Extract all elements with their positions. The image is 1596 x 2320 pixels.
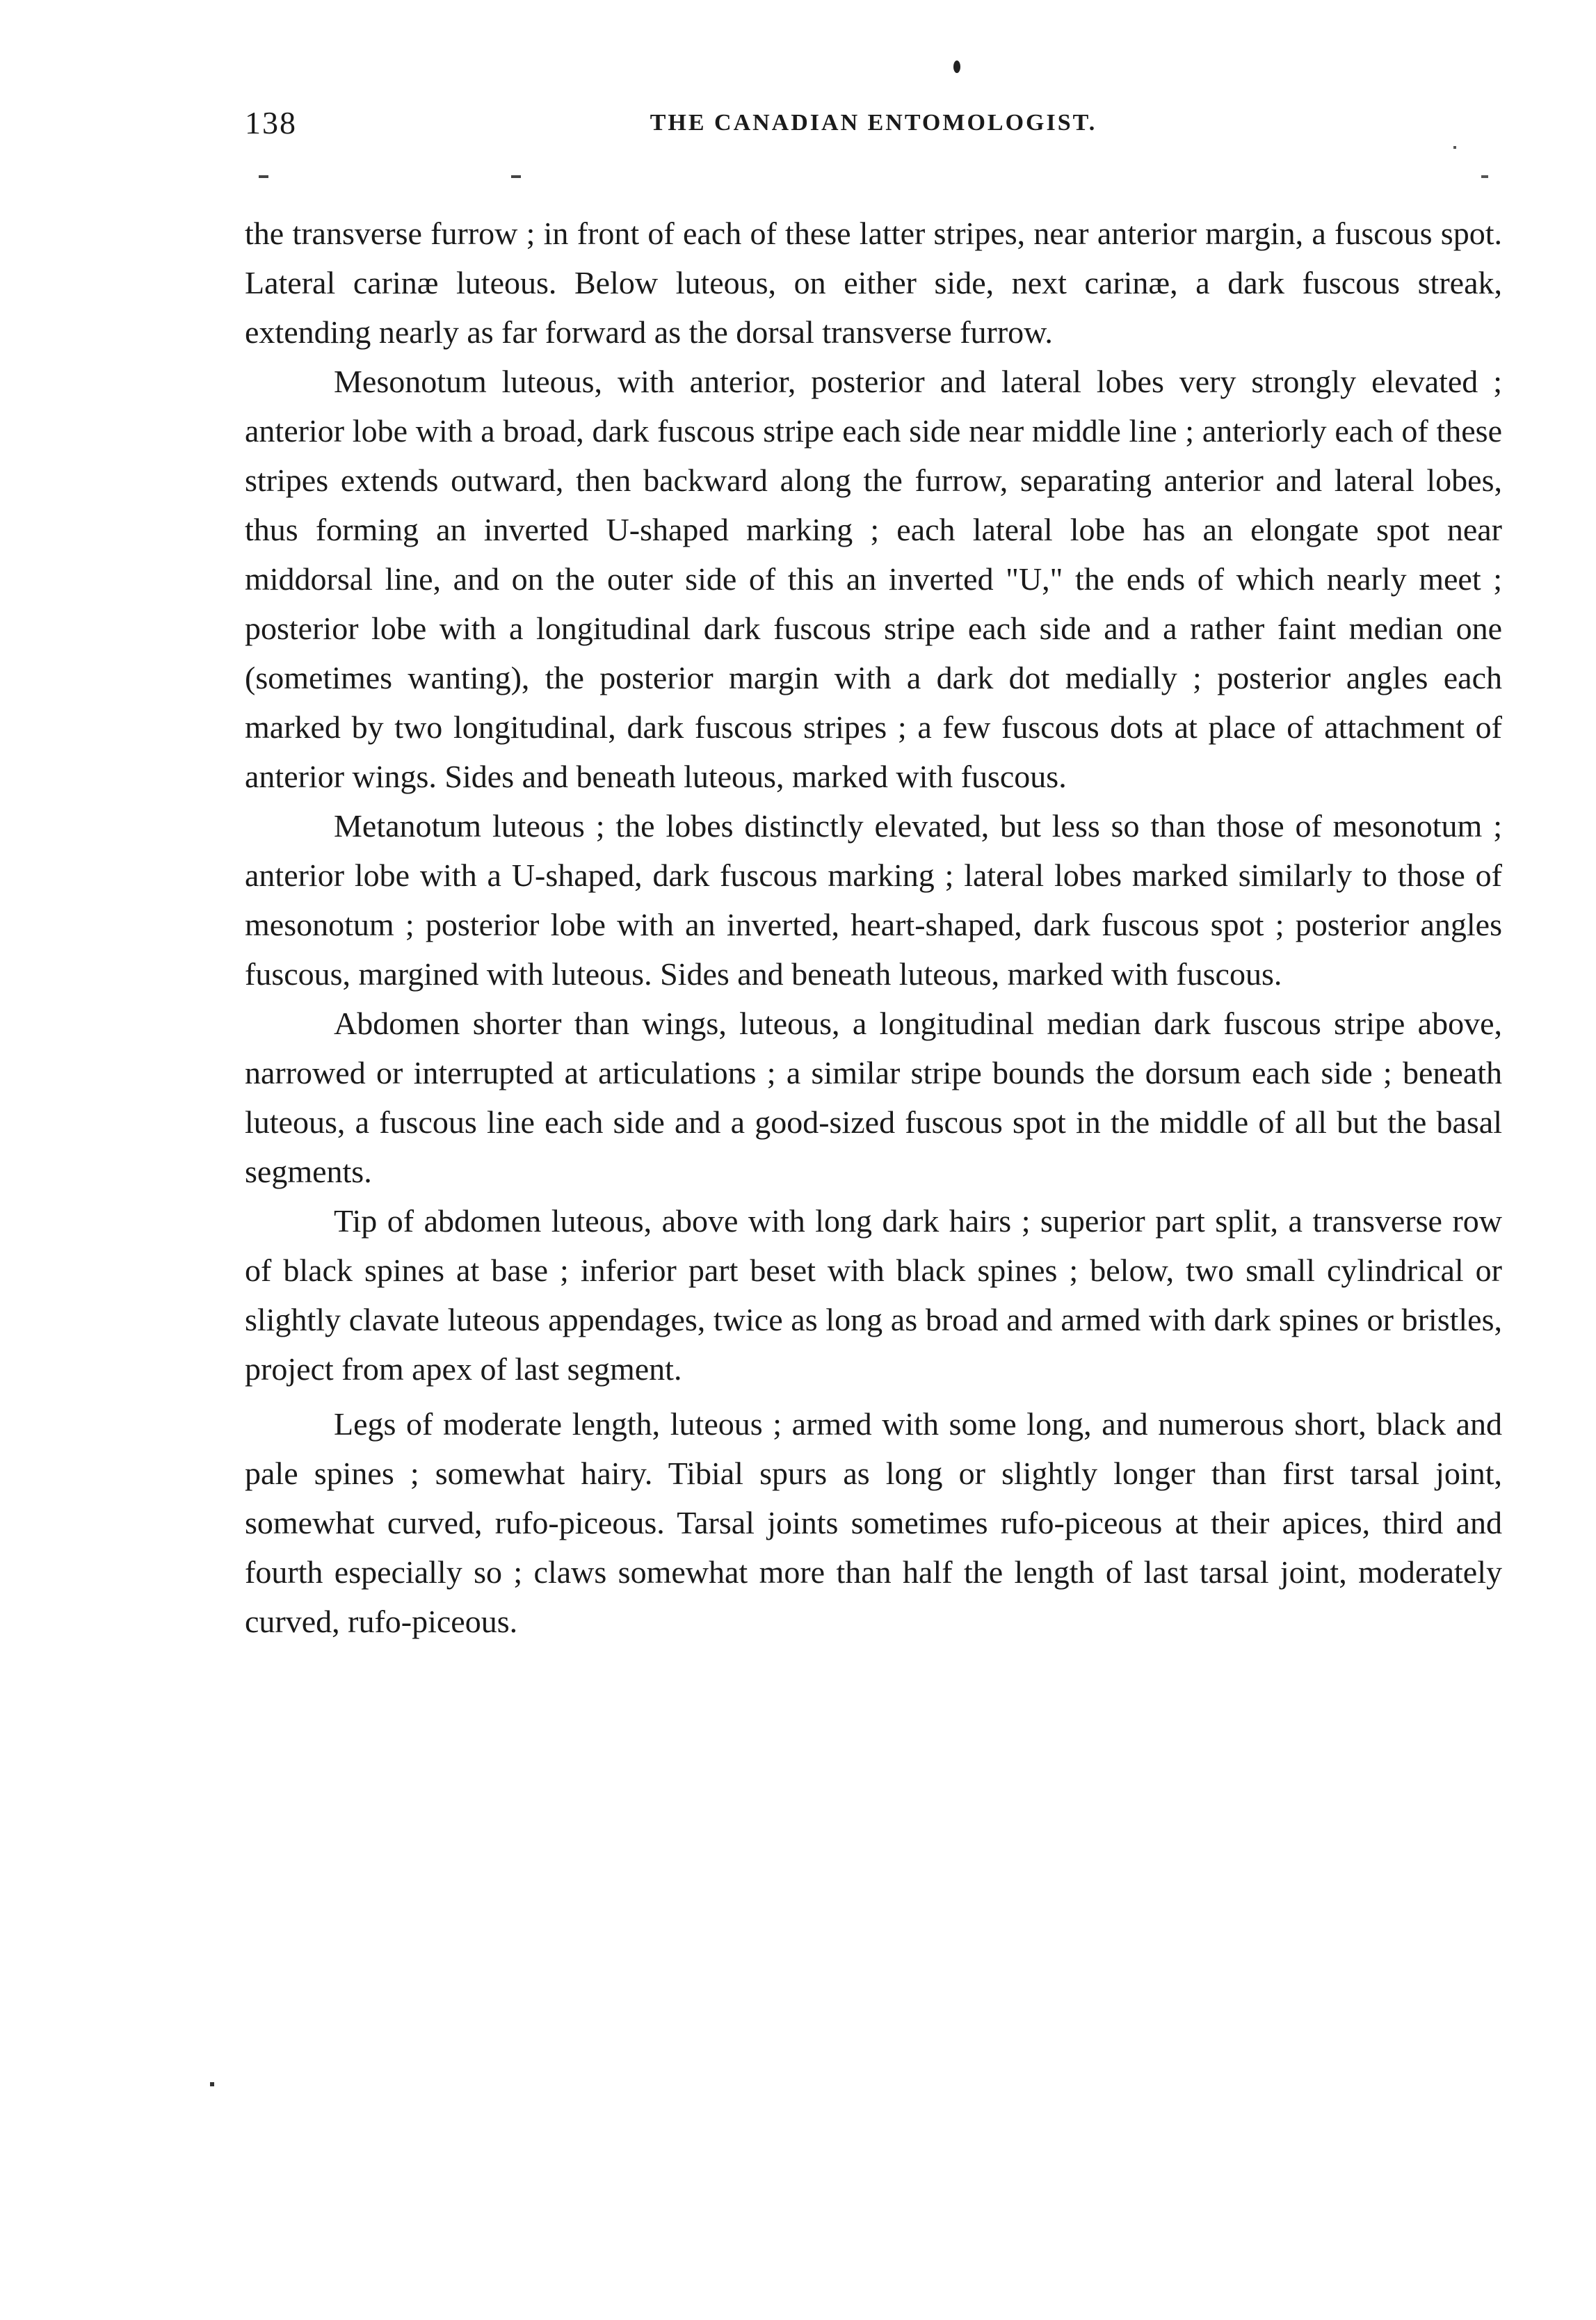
running-head	[245, 97, 1502, 146]
ink-speck-right	[1481, 175, 1488, 178]
paragraph-mesonotum: Mesonotum luteous, with anterior, posterior and lateral lobes very strongly elevated ; anterior lobe with a broad, dark fuscous stripe each side near middle line ; anteriorly each of these stripes extends outward, then backward along the furrow, separating anterior and lateral lobes, thus forming an inverted U-shaped marking ; each lateral lobe has an elongate spot near middorsal line, and on the outer side of this an inverted "U," the ends of which nearly meet ; posterior lobe with a longitudinal dark fuscous stripe each side and a rather faint median one (sometimes wanting), the posterior margin with a dark dot medially ; posterior angles each marked by two longitudinal, dark fuscous stripes ; a few fuscous dots at place of attachment of anterior wings. Sides and beneath luteous, marked with fuscous.	[245, 364, 1502, 794]
journal-title: THE CANADIAN ENTOMOLOGIST.	[650, 110, 1097, 136]
ink-speck-left-1	[259, 175, 268, 178]
ink-speck-mid	[1453, 146, 1456, 149]
ink-speck-margin	[210, 2082, 214, 2086]
ink-speck-top	[953, 61, 960, 73]
paragraph-legs: Legs of moderate length, luteous ; armed with some long, and numerous short, black and pale spines ; somewhat hairy. Tibial spurs as long or slightly longer than first tarsal joint, somewhat curved, rufo-piceous. Tarsal joints sometimes rufo-piceous at their apices, third and fourth especially so ; claws somewhat more than half the length of last tarsal joint, moderately curved, rufo-piceous.	[245, 1406, 1502, 1639]
paragraph-metanotum: Metanotum luteous ; the lobes distinctly elevated, but less so than those of mesonotum ; anterior lobe with a U-shaped, dark fuscous marking ; lateral lobes marked similarly to those of mesonotum ; posterior lobe with an inverted, heart-shaped, dark fuscous spot ; posterior angles fuscous, margined with luteous. Sides and beneath luteous, marked with fuscous.	[245, 808, 1502, 992]
ink-speck-left-2	[511, 175, 521, 178]
paragraph-abdomen: Abdomen shorter than wings, luteous, a longitudinal median dark fuscous stripe above, narrowed or interrupted at articulations ; a similar stripe bounds the dorsum each side ; beneath luteous, a fuscous line each side and a good-sized fuscous spot in the middle of all but the basal segments.	[245, 1006, 1502, 1189]
paragraph-thorax-continued: the transverse furrow ; in front of each of these latter stripes, near anterior margin, a fuscous spot. Lateral carinæ luteous. Below luteous, on either side, next carinæ, a dark fuscous streak, extending nearly as far forward as the dorsal transverse furrow.	[245, 216, 1502, 350]
page-number: 138	[245, 105, 297, 140]
body-text	[245, 209, 1502, 1646]
paragraph-abdomen-tip: Tip of abdomen luteous, above with long dark hairs ; superior part split, a transverse row of black spines at base ; inferior part beset with black spines ; below, two small cylindrical or slightly clavate luteous appendages, twice as long as broad and armed with dark spines or bristles, project from apex of last segment.	[245, 1203, 1502, 1387]
